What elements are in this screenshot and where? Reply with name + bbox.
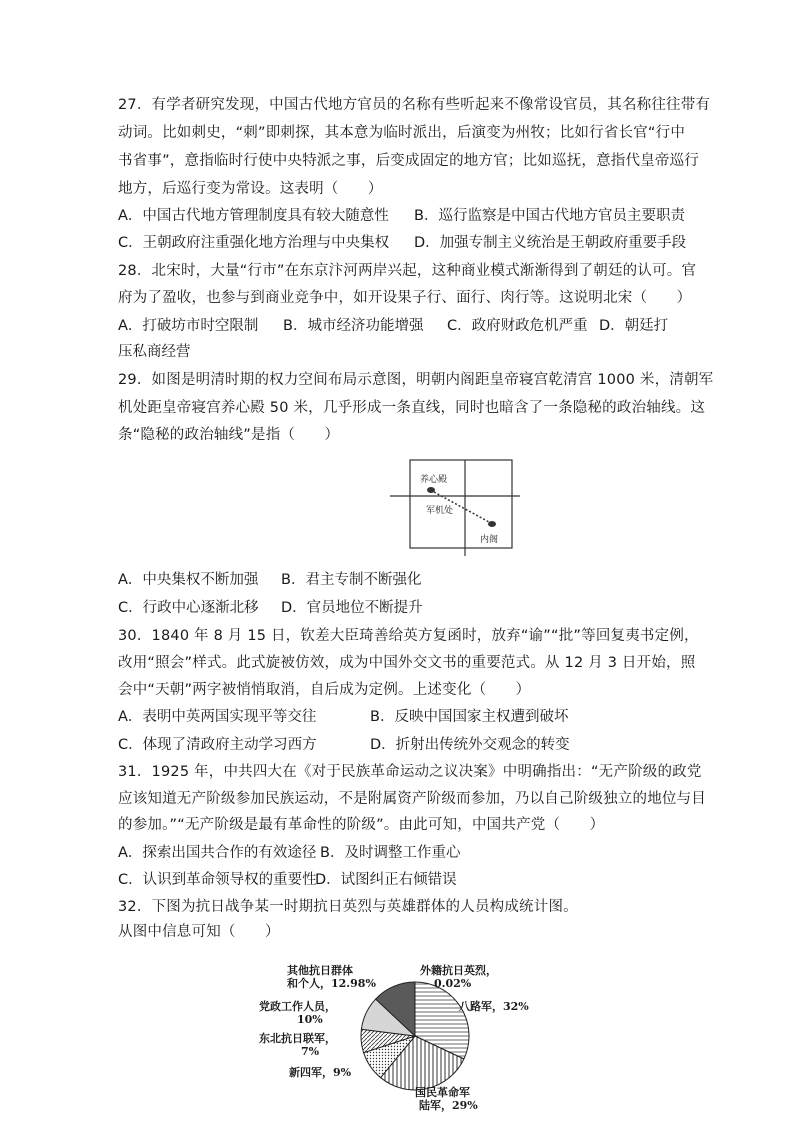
pie-label-nra-line2: 陆军，29%	[419, 1099, 478, 1112]
q30-line-3: 会中“天朝”两字被悄悄取消，自后成为定例。上述变化（ ）	[118, 682, 531, 698]
pie-label-other-line2: 和个人，12.98%	[287, 977, 376, 990]
q31-option-d[interactable]: D．试图纠正右倾错误	[315, 872, 457, 888]
q31-line-3: 的参加。”“无产阶级是最有革命性的阶级”。由此可知，中国共产党（ ）	[118, 817, 605, 833]
pie-label-party	[259, 1000, 336, 1026]
q27-option-d[interactable]: D．加强专制主义统治是王朝政府重要手段	[414, 235, 687, 251]
q28-line-1: 28．北宋时，大量“行市”在东京汴河两岸兴起，这种商业模式渐渐得到了朝廷的认可。官	[118, 263, 697, 279]
q32-line-2: 从图中信息可知（ ）	[118, 924, 280, 940]
q27-line-2: 动词。比如刺史，“刺”即刺探，其本意为临时派出，后演变为州牧；比如行省长官“行中	[118, 125, 686, 141]
q27-option-c[interactable]: C．王朝政府注重强化地方治理与中央集权	[118, 235, 390, 251]
q31-option-a[interactable]: A．探索出国共合作的有效途径	[118, 845, 317, 861]
pie-label-eighth-route	[459, 1000, 529, 1013]
q28-line-2: 府为了盈收，也参与到商业竞争中，如开设果子行、面行、肉行等。这说明北宋（ ）	[118, 290, 692, 306]
q28-option-c[interactable]: C．政府财政危机严重	[447, 318, 588, 334]
q31-line-2: 应该知道无产阶级参加民族运动，不是附属资产阶级而参加，乃以自己阶级独立的地位与目	[118, 791, 706, 807]
pie-label-party-line1: 党政工作人员，	[259, 1000, 336, 1013]
q29-line-3: 条“隐秘的政治轴线”是指（ ）	[118, 427, 340, 443]
q29-option-a[interactable]: A．中央集权不断加强	[118, 572, 259, 588]
q27-option-b[interactable]: B．巡行监察是中国古代地方官员主要职责	[414, 208, 685, 224]
pie-label-new-fourth-line1: 新四军，9%	[289, 1066, 352, 1079]
q31-option-b[interactable]: B．及时调整工作重心	[320, 845, 461, 861]
grand-council-label: 军机处	[426, 506, 454, 516]
pie-label-new-fourth	[289, 1066, 351, 1079]
q31-line-1: 31．1925 年，中共四大在《对于民族革命运动之议决案》中明确指出：“无产阶级的政党	[118, 764, 702, 780]
q27-option-a[interactable]: A．中国古代地方管理制度具有较大随意性	[118, 208, 389, 224]
palace-layout-svg	[390, 458, 520, 558]
yangxin-hall-label: 养心殿	[420, 475, 448, 485]
q29-option-c[interactable]: C．行政中心逐渐北移	[118, 600, 259, 616]
pie-chart	[255, 958, 555, 1118]
yangxin-hall-marker	[427, 487, 435, 493]
q28-option-a[interactable]: A．打破坊市时空限制	[118, 318, 259, 334]
cabinet-label: 内阁	[480, 535, 499, 545]
q30-option-a[interactable]: A．表明中英两国实现平等交往	[118, 709, 317, 725]
q29-option-b[interactable]: B．君主专制不断强化	[281, 572, 422, 588]
q28-option-b[interactable]: B．城市经济功能增强	[283, 318, 424, 334]
pie-label-nra	[415, 1086, 478, 1112]
pie-label-foreign-line2: 0.02%	[434, 977, 472, 990]
pie-label-eighth-route-line1: 八路军，32%	[459, 1000, 529, 1013]
q27-line-1: 27．有学者研究发现，中国古代地方官员的名称有些听起来不像常设官员，其名称往往带有	[118, 97, 711, 113]
pie-label-northeast-line2: 7%	[301, 1045, 320, 1058]
q28-option-d[interactable]: D．朝廷打	[599, 318, 669, 334]
q27-line-4: 地方，后巡行变为常设。这表明（ ）	[118, 181, 383, 197]
q31-option-c[interactable]: C．认识到革命领导权的重要性	[118, 872, 317, 888]
q29-option-d[interactable]: D．官员地位不断提升	[281, 600, 423, 616]
cabinet-marker	[488, 521, 496, 527]
palace-layout-diagram	[390, 458, 520, 558]
pie-label-nra-line1: 国民革命军	[415, 1086, 470, 1099]
pie-label-northeast	[259, 1032, 336, 1058]
pie-label-other-line1: 其他抗日群体	[287, 964, 353, 977]
q30-option-b[interactable]: B．反映中国国家主权遭到破坏	[370, 709, 569, 725]
pie-label-northeast-line1: 东北抗日联军，	[259, 1032, 336, 1045]
pie-label-party-line2: 10%	[297, 1013, 323, 1026]
q29-line-2: 机处距皇帝寝宫养心殿 50 米，几乎形成一条直线，同时也暗含了一条隐秘的政治轴线。这	[118, 400, 706, 416]
pie-label-foreign	[420, 964, 497, 990]
q28-option-d-continued: 压私商经营	[118, 344, 191, 360]
q30-option-c[interactable]: C．体现了清政府主动学习西方	[118, 737, 317, 753]
pie-label-other	[287, 964, 376, 990]
q30-option-d[interactable]: D．折射出传统外交观念的转变	[370, 737, 570, 753]
q30-line-2: 改用“照会”样式。此式旋被仿效，成为中国外交文书的重要范式。从 12 月 3 日开始，照	[118, 655, 696, 671]
q30-line-1: 30．1840 年 8 月 15 日，钦差大臣琦善给英方复函时，放弃“谕”“批”等回复夷书定例，	[118, 628, 699, 644]
q32-line-1: 32．下图为抗日战争某一时期抗日英烈与英雄群体的人员构成统计图。	[118, 899, 578, 915]
q27-line-3: 书省事”，意指临时行使中央特派之事，后变成固定的地方官；比如巡抚，意指代皇帝巡行	[118, 153, 700, 169]
q29-line-1: 29．如图是明清时期的权力空间布局示意图，明朝内阁距皇帝寝宫乾清宫 1000 米，清朝军	[118, 372, 714, 388]
pie-label-foreign-line1: 外籍抗日英烈，	[420, 964, 497, 977]
